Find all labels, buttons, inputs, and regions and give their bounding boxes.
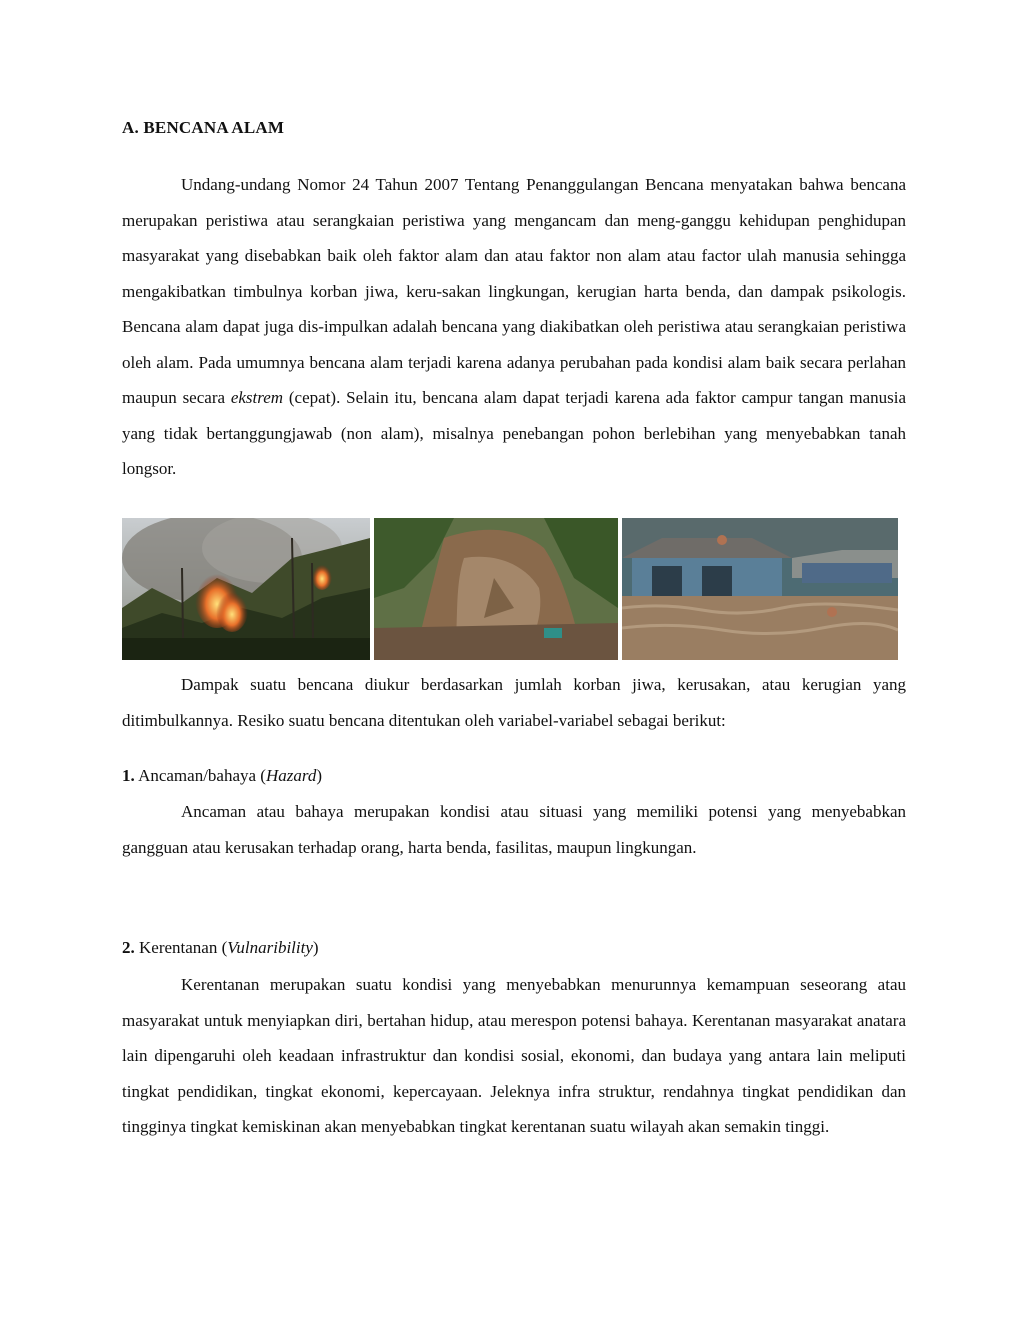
vulnerability-close: ) bbox=[312, 938, 319, 957]
flood-photo bbox=[622, 518, 898, 660]
subheading-vulnerability bbox=[122, 938, 319, 958]
intro-text-part1: Undang-undang Nomor 24 Tahun 2007 Tentang Penanggulangan Bencana menyatakan bahwa bencana merupakan peristiwa atau serangkaian peristiwa yang mengancam dan meng-ganggu kehidupan penghidupan masyarakat yang disebabkan baik oleh faktor alam dan atau faktor non alam atau factor ulah manusia sehingga mengakibatkan timbulnya korban jiwa, keru-sakan lingkungan, kerugian harta benda, dan dampak psikologis. Bencana alam dapat juga dis-impulkan adalah bencana yang diakibatkan oleh peristiwa atau serangkaian peristiwa oleh alam. Pada umumnya bencana alam terjadi karena adanya perubahan pada kondisi alam baik secara perlahan maupun secara bbox=[122, 175, 906, 407]
vulnerability-term: Vulnaribility bbox=[227, 938, 313, 957]
item-number-2: 2. bbox=[122, 938, 135, 957]
italic-term-ekstrem: ekstrem bbox=[230, 388, 284, 407]
section-heading: A. BENCANA ALAM bbox=[122, 118, 285, 137]
vulnerability-label: Kerentanan ( bbox=[139, 938, 228, 957]
vulnerability-paragraph: Kerentanan merupakan suatu kondisi yang menyebabkan menurunnya kemampuan seseorang atau masyarakat untuk menyiapkan diri, bertahan hidup, atau merespon potensi bahaya. Kerentanan masyarakat anatara lain dipengaruhi oleh keadaan infrastruktur dan kondisi sosial, ekonomi, dan budaya yang antara lain meliputi tingkat pendidikan, tingkat ekonomi, kepercayaan. Jeleknya infra struktur, rendahnya tingkat pendidikan dan tingginya tingkat kemiskinan akan menyebabkan tingkat kerentanan suatu wilayah akan semakin tinggi. bbox=[122, 975, 906, 1136]
intro-paragraph bbox=[122, 167, 906, 487]
disaster-photo-strip bbox=[122, 518, 898, 660]
hazard-close: ) bbox=[316, 766, 323, 785]
impact-paragraph: Dampak suatu bencana diukur berdasarkan jumlah korban jiwa, kerusakan, atau kerugian yang ditimbulkannya. Resiko suatu bencana ditentukan oleh variabel-variabel sebagai berikut: bbox=[122, 675, 906, 730]
item-number-1: 1. bbox=[122, 766, 135, 785]
forest-fire-photo bbox=[122, 518, 370, 660]
hazard-term: Hazard bbox=[265, 766, 317, 785]
landslide-photo bbox=[374, 518, 618, 660]
intro-text-part2: (cepat). Selain itu, bencana alam dapat terjadi karena ada faktor campur tangan manusia yang tidak bertanggungjawab (non alam), misalnya penebangan pohon berlebihan yang menyebabkan tanah longsor. bbox=[122, 388, 907, 478]
hazard-label: Ancaman/bahaya ( bbox=[138, 766, 266, 785]
hazard-paragraph: Ancaman atau bahaya merupakan kondisi atau situasi yang memiliki potensi yang menyebabkan gangguan atau kerusakan terhadap orang, harta benda, fasilitas, maupun lingkungan. bbox=[122, 802, 906, 857]
subheading-hazard bbox=[122, 766, 322, 786]
